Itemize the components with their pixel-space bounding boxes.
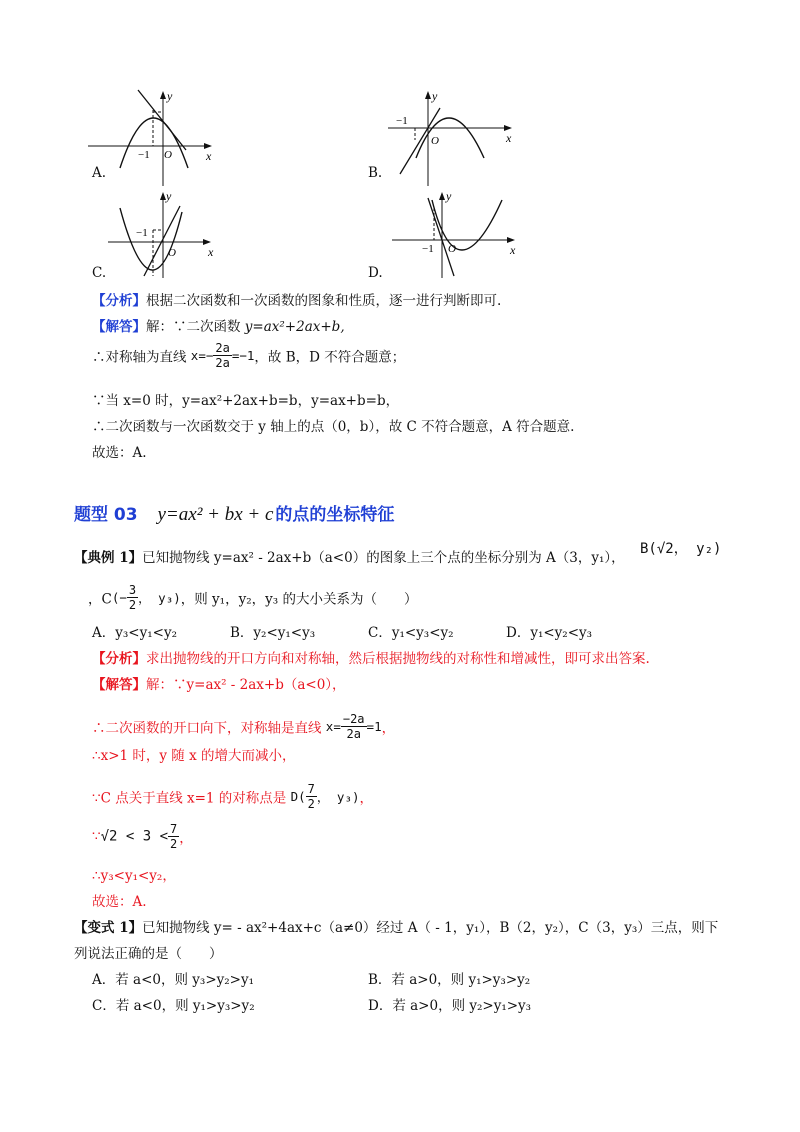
origin-label: O <box>448 243 456 255</box>
tick-label: −1 <box>396 115 408 127</box>
answer-text: 解：∵二次函数 <box>146 319 245 335</box>
solution-line-3: ∵当 x=0 时，y=ax²+2ax+b=b，y=ax+b=b， <box>92 393 400 409</box>
answer-line <box>92 315 345 335</box>
figure-d <box>392 190 522 284</box>
option-c: C．y₁<y₃<y₂ <box>368 625 454 641</box>
point-c-pre: (− <box>111 590 127 605</box>
tick-label: −1 <box>138 149 150 161</box>
axis-rhs: =−1 <box>231 348 255 363</box>
analysis-line <box>92 289 501 309</box>
x-axis-label: x <box>510 243 516 257</box>
symmetric-fraction <box>306 782 317 811</box>
example-choice: 故选：A. <box>92 894 147 910</box>
example-line-opening <box>92 712 395 741</box>
axis-fraction <box>213 341 231 370</box>
axis-line <box>92 341 405 370</box>
symmetric-point-post: ， y₃) <box>316 789 360 805</box>
analysis-text: 根据二次函数和一次函数的图象和性质，逐一进行判断即可. <box>146 293 502 309</box>
point-b: B(√2， y₂) <box>640 541 722 557</box>
point-c-den: 2 <box>128 598 137 612</box>
example-analysis <box>92 647 650 667</box>
option-label-b: B. <box>368 165 383 181</box>
heading-formula: y=ax² + bx + c <box>157 504 274 525</box>
figure-c <box>108 190 228 284</box>
example-text-2: ，则 y₁，y₂，y₃ 的大小关系为（ ） <box>180 591 418 608</box>
variant-option-c: C．若 a<0，则 y₁>y₃>y₂ <box>92 998 255 1014</box>
tick-label: −1 <box>136 227 148 239</box>
opening-den: 2a <box>346 727 361 741</box>
example-line-symmetric <box>92 782 373 811</box>
example-analysis-tag: 【分析】 <box>92 651 146 667</box>
x-axis-label: x <box>208 245 214 259</box>
variant-text-1: 已知抛物线 y= - ax²+4ax+c（a≠0）经过 A（ - 1，y₁），B（2，y₂），C（3，y₃）三点，则下 <box>142 920 719 936</box>
example-c-label: ，C <box>88 591 112 608</box>
example-line-1 <box>74 546 625 566</box>
axis-den: 2a <box>215 356 230 370</box>
figure-a <box>88 88 228 192</box>
compare-den: 2 <box>170 837 178 851</box>
opening-fraction <box>341 712 367 741</box>
heading-prefix: 题型 03 <box>74 505 138 525</box>
option-d: D．y₁<y₂<y₃ <box>506 625 593 641</box>
axis-post: ，故 B，D 不符合题意； <box>254 349 406 366</box>
solution-choice: 故选：A. <box>92 445 147 461</box>
analysis-tag: 【分析】 <box>92 293 146 309</box>
axis-lhs: x=− <box>190 348 214 363</box>
origin-label: O <box>431 135 439 147</box>
option-label-a: A. <box>92 165 107 181</box>
y-axis-label: y <box>446 190 452 203</box>
example-line-compare <box>92 822 193 851</box>
compare-pre: ∵ <box>92 828 101 845</box>
symmetric-num: 7 <box>307 782 315 796</box>
compare-post: ， <box>179 830 193 847</box>
example-answer <box>92 673 346 693</box>
axis-pre: ∴对称轴为直线 <box>92 349 191 366</box>
opening-rhs: =1 <box>366 719 382 734</box>
variant-option-d: D．若 a>0，则 y₂>y₁>y₃ <box>368 998 532 1014</box>
option-label-c: C. <box>92 265 107 281</box>
y-axis-label: y <box>432 89 438 103</box>
section-heading <box>74 500 394 526</box>
y-axis-label: y <box>167 89 173 103</box>
example-text-1: 已知抛物线 y=ax² - 2ax+b（a<0）的图象上三个点的坐标分别为 A（3，y₁）， <box>142 550 625 566</box>
variant-line-2: 列说法正确的是（ ） <box>74 946 223 962</box>
example-tag: 【典例 1】 <box>74 550 143 566</box>
x-axis-label: x <box>506 131 512 145</box>
example-analysis-text: 求出抛物线的开口方向和对称轴，然后根据抛物线的对称性和增减性，即可求出答案. <box>146 651 650 667</box>
compare-expr: √2 < 3 < <box>100 828 169 845</box>
origin-label: O <box>164 149 172 161</box>
option-a: A．y₃<y₁<y₂ <box>92 625 177 641</box>
axis-num: 2a <box>215 341 230 355</box>
symmetric-post: ， <box>359 790 374 807</box>
symmetric-point-pre: D( <box>290 789 306 804</box>
variant-option-b: B．若 a>0，则 y₁>y₃>y₂ <box>368 972 531 988</box>
variant-line-1 <box>74 916 718 936</box>
example-answer-text: 解：∵y=ax² - 2ax+b（a<0）， <box>146 677 346 693</box>
y-axis-label: y <box>166 190 172 203</box>
point-c-num: 3 <box>128 583 137 597</box>
answer-expr: y=ax²+2ax+b, <box>244 319 345 335</box>
point-c-fraction <box>127 583 138 612</box>
example-answer-tag: 【解答】 <box>92 677 146 693</box>
example-line-result: ∴y₃<y₁<y₂， <box>92 868 176 884</box>
opening-pre: ∴二次函数的开口向下，对称轴是直线 <box>92 720 326 737</box>
symmetric-pre: ∵C 点关于直线 x=1 的对称点是 <box>92 790 291 807</box>
figure-b <box>388 88 528 192</box>
option-label-d: D. <box>368 265 383 281</box>
answer-tag: 【解答】 <box>92 319 146 335</box>
opening-lhs: x= <box>325 719 341 734</box>
example-line-2 <box>88 583 417 612</box>
variant-tag: 【变式 1】 <box>74 920 143 936</box>
variant-option-a: A．若 a<0，则 y₃>y₂>y₁ <box>92 972 255 988</box>
origin-label: O <box>168 247 176 259</box>
x-axis-label: x <box>206 149 212 163</box>
solution-line-4: ∴二次函数与一次函数交于 y 轴上的点（0，b），故 C 不符合题意，A 符合题意. <box>92 419 575 435</box>
symmetric-den: 2 <box>307 797 315 811</box>
point-c-post: ， y₃) <box>138 590 181 606</box>
opening-post: ， <box>381 720 396 737</box>
compare-fraction <box>168 822 179 851</box>
compare-num: 7 <box>170 822 178 836</box>
option-b: B．y₂<y₁<y₃ <box>230 625 316 641</box>
opening-num: −2a <box>342 712 365 726</box>
example-line-decrease: ∴x>1 时，y 随 x 的增大而减小， <box>92 748 296 764</box>
tick-label: −1 <box>422 243 434 255</box>
heading-suffix: 的点的坐标特征 <box>275 505 395 525</box>
